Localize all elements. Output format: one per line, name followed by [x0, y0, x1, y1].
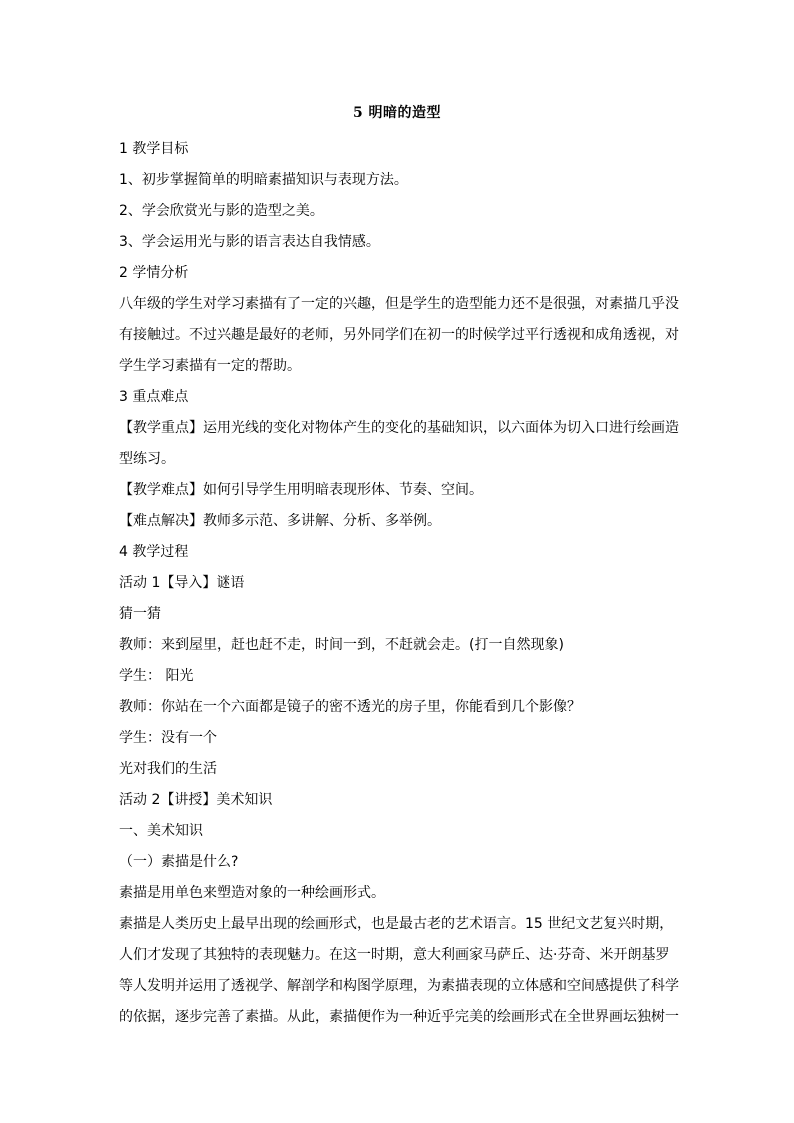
dialogue-line: 学生： 阳光 — [119, 668, 194, 684]
paragraph-line: 的依据，逐步完善了素描。从此，素描便作为一种近乎完美的绘画形式在全世界画坛独树一 — [119, 1009, 679, 1025]
paragraph-line: 学生学习素描有一定的帮助。 — [119, 358, 301, 374]
paragraph-line: 素描是用单色来塑造对象的一种绘画形式。 — [119, 885, 385, 901]
section-heading-process: 4 教学过程 — [119, 544, 189, 560]
activity-heading: 活动 1【导入】谜语 — [119, 575, 245, 591]
paragraph-line: 【难点解决】教师多示范、多讲解、分析、多举例。 — [119, 513, 441, 529]
subsection-heading: 一、美术知识 — [119, 823, 203, 839]
dialogue-line: 学生：没有一个 — [119, 730, 217, 746]
paragraph-line: 有接触过。不过兴趣是最好的老师，另外同学们在初一的时候学过平行透视和成角透视，对 — [119, 327, 679, 343]
paragraph-line: 1、初步掌握简单的明暗素描知识与表现方法。 — [119, 172, 408, 188]
paragraph-line: 型练习。 — [119, 451, 175, 467]
dialogue-line: 教师：你站在一个六面都是镜子的密不透光的房子里，你能看到几个影像？ — [119, 699, 581, 715]
section-heading-key-points: 3 重点难点 — [119, 389, 189, 405]
section-heading-objectives: 1 教学目标 — [119, 141, 189, 157]
document-title: 5 明暗的造型 — [352, 105, 442, 121]
subsection-heading: （一）素描是什么? — [119, 854, 239, 870]
paragraph-line: 八年级的学生对学习素描有了一定的兴趣，但是学生的造型能力还不是很强，对素描几乎没 — [119, 296, 679, 312]
paragraph-line: 等人发明并运用了透视学、解剖学和构图学原理，为素描表现的立体感和空间感提供了科学 — [119, 978, 679, 994]
activity-heading: 活动 2【讲授】美术知识 — [119, 792, 273, 808]
paragraph-line: 2、学会欣赏光与影的造型之美。 — [119, 203, 324, 219]
paragraph-line: 光对我们的生活 — [119, 761, 217, 777]
paragraph-line: 【教学重点】运用光线的变化对物体产生的变化的基础知识，以六面体为切入口进行绘画造 — [119, 420, 679, 436]
paragraph-line: 人们才发现了其独特的表现魅力。在这一时期，意大利画家马萨丘、达·芬奇、米开朗基罗 — [119, 947, 670, 963]
document-body — [119, 134, 679, 1033]
paragraph-line: 3、学会运用光与影的语言表达自我情感。 — [119, 234, 380, 250]
paragraph-line: 素描是人类历史上最早出现的绘画形式，也是最古老的艺术语言。15 世纪文艺复兴时期， — [119, 916, 674, 932]
dialogue-line: 教师：来到屋里，赶也赶不走，时间一到，不赶就会走。(打一自然现象) — [119, 637, 564, 653]
section-heading-analysis: 2 学情分析 — [119, 265, 189, 281]
paragraph-line: 【教学难点】如何引导学生用明暗表现形体、节奏、空间。 — [119, 482, 483, 498]
paragraph-line: 猜一猜 — [119, 606, 161, 622]
